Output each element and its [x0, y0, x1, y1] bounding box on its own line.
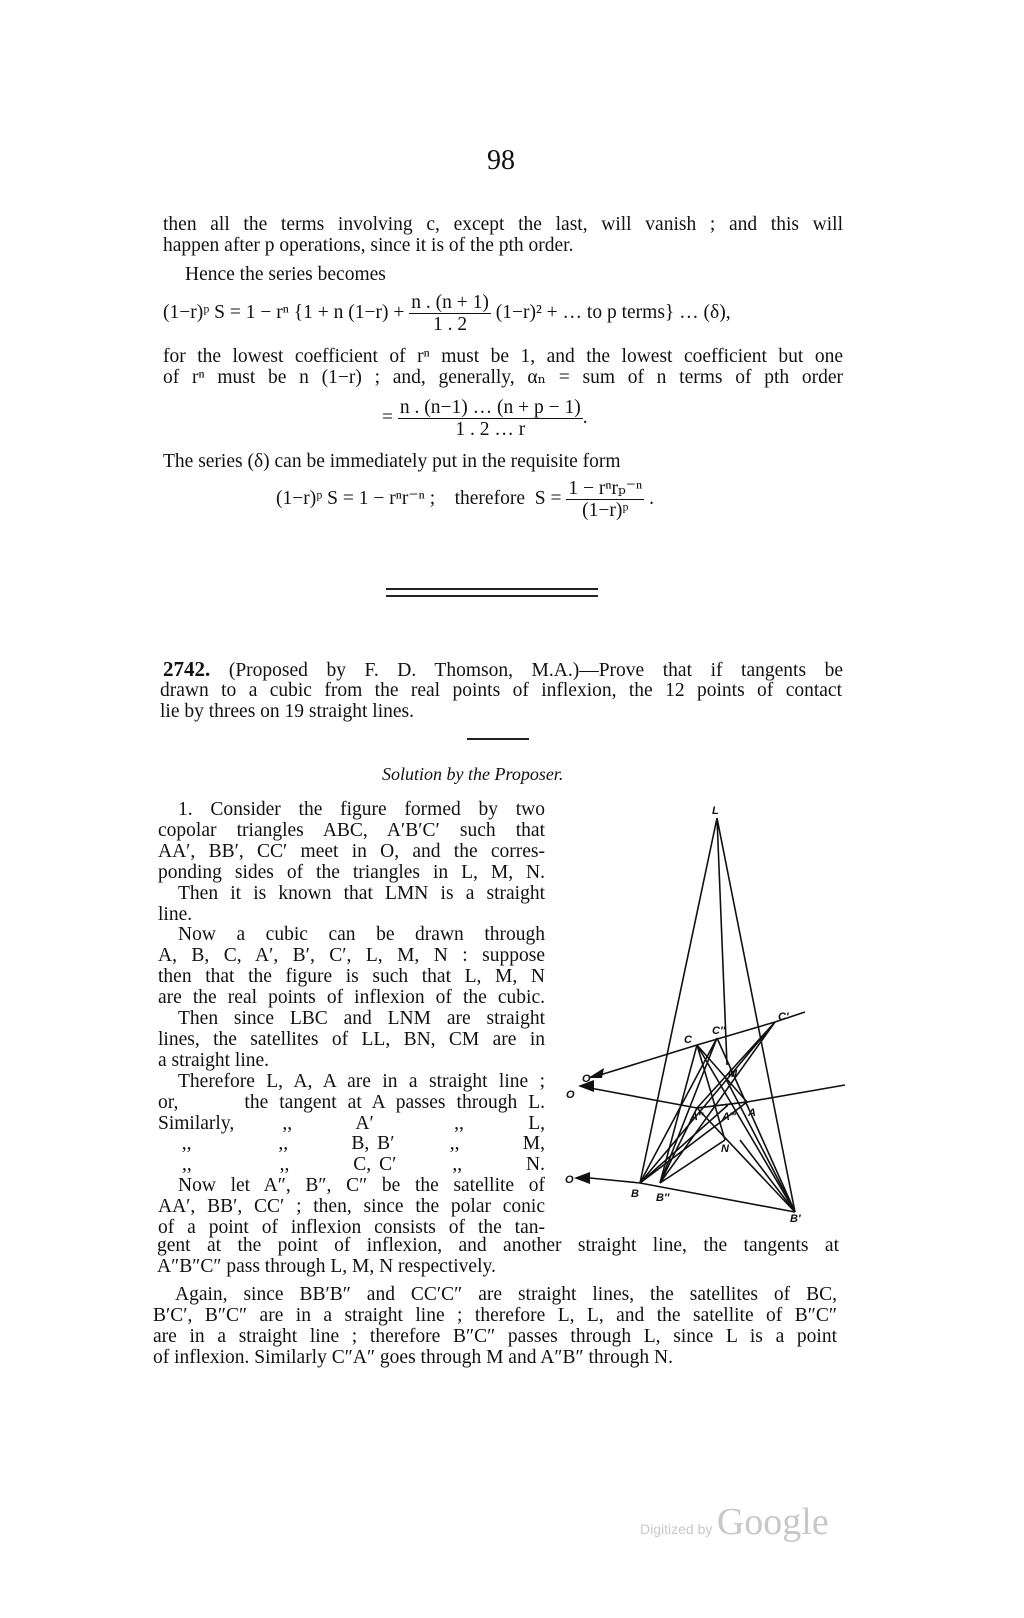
solution-line: Then since LBC and LNM are straight: [178, 1008, 545, 1029]
solution-line: line.: [158, 903, 193, 925]
figure-lines: [590, 818, 845, 1212]
label-C-prime: C′: [778, 1011, 789, 1023]
paragraph-line: B′C′, B″C″ are in a straight line ; therefore L, L, and the satellite of B″C″: [153, 1305, 837, 1326]
paragraph-line: are in a straight line ; therefore B″C″ passes through L, since L is a point: [153, 1326, 837, 1347]
equation-alpha: = $\frac{n . (n-1) \dots (n + p - 1)}{1 . 2 \dots r}$ .: [382, 397, 588, 440]
eq-numerator: n . (n + 1): [411, 292, 489, 313]
solution-line: copolar triangles ABC, A′B′C′ such that: [158, 819, 545, 841]
solution-line: are the real points of inflexion of the cubic.: [158, 987, 545, 1009]
eq-denominator: 1 . 2: [432, 314, 468, 335]
eq-rhs: (1−r)² + … to p terms} … (δ),: [490, 301, 731, 323]
watermark-prefix: Digitized by: [640, 1521, 713, 1537]
label-A-triple-prime: A‴: [722, 1111, 736, 1123]
page-number: 98: [487, 145, 515, 176]
solution-line: ponding sides of the triangles in L, M, N.: [158, 861, 545, 883]
label-N: N: [721, 1143, 729, 1155]
solution-line: AA′, BB′, CC′ ; then, since the polar conic: [158, 1196, 545, 1218]
solution-line: lines, the satellites of LL, BN, CM are in: [158, 1028, 545, 1050]
problem-text: (Proposed by F. D. Thomson, M.A.)—Prove that if tangents be: [228, 660, 844, 681]
eq-numerator: 1 − rⁿrₚ⁻ⁿ: [568, 478, 643, 499]
paragraph-line: happen after p operations, since it is of the pth order.: [163, 235, 574, 256]
problem-number: 2742.: [163, 657, 211, 681]
solution-line: 1. Consider the figure formed by two: [178, 799, 545, 820]
solution-line: or, the tangent at A passes through L.: [158, 1091, 545, 1113]
paragraph-line: of rⁿ must be n (1−r) ; and, generally, αₙ = sum of n terms of pth order: [163, 367, 843, 388]
label-A-double-prime: A″: [690, 1111, 704, 1123]
solution-line: ,, ,, C, C′ ,, N.: [158, 1154, 545, 1176]
label-A: A: [748, 1107, 756, 1119]
label-O: O: [582, 1073, 591, 1085]
paragraph-line: Again, since BB′B″ and CC′C″ are straight lines, the satellites of BC,: [175, 1284, 837, 1305]
problem-line: lie by threes on 19 straight lines.: [160, 701, 414, 722]
solution-line: A, B, C, A′, B′, C′, L, M, N : suppose: [158, 945, 545, 967]
label-B-double-prime: B″: [656, 1192, 670, 1204]
solution-heading: Solution by the Proposer.: [382, 764, 564, 784]
solution-line: of a point of inflexion consists of the tan-: [158, 1217, 545, 1238]
solution-line: AA′, BB′, CC′ meet in O, and the corres-: [158, 840, 545, 862]
paragraph-line: for the lowest coefficient of rⁿ must be 1, and the lowest coefficient but one: [163, 346, 843, 367]
solution-line: then that the figure is such that L, M, N: [158, 966, 545, 988]
eq-lhs: (1−r)ᵖ S = 1 − rⁿr⁻ⁿ ; therefore S =: [276, 487, 567, 509]
eq-denominator: 1 . 2 … r: [455, 419, 526, 440]
label-C: C: [684, 1034, 692, 1046]
paragraph-line: of inflexion. Similarly C″A″ goes through M and A″B″ through N.: [153, 1347, 673, 1368]
paragraph-line: A″B″C″ pass through L, M, N respectively.: [157, 1256, 496, 1277]
solution-line: Similarly, ,, A′ ,, L,: [158, 1112, 545, 1134]
label-B: B: [631, 1188, 639, 1200]
solution-line: Therefore L, A, A are in a straight line ;: [178, 1070, 545, 1092]
label-B-prime: B′: [790, 1213, 801, 1225]
equation-sum: (1−r)ᵖ S = 1 − rⁿr⁻ⁿ ; therefore S = $\frac{\text{1 − rⁿrₚ⁻ⁿ}}{\text{(1−r)ᵖ}}$ .: [276, 478, 654, 521]
figure-arrowheads: [574, 1068, 604, 1184]
eq-lhs: (1−r)ᵖ S = 1 − rⁿ {1 + n (1−r) +: [163, 301, 410, 323]
label-L: L: [712, 805, 719, 817]
solution-line: Now a cubic can be drawn through: [178, 924, 545, 946]
solution-line: ,, ,, B, B′ ,, M,: [158, 1133, 545, 1155]
label-O: O: [566, 1089, 575, 1101]
paragraph: The series (δ) can be immediately put in the requisite form: [163, 451, 621, 472]
problem-line: drawn to a cubic from the real points of inflexion, the 12 points of contact: [160, 680, 842, 701]
google-watermark: [640, 1500, 829, 1544]
label-O: O: [565, 1174, 574, 1186]
eq-denominator: (1−r)ᵖ: [582, 500, 629, 521]
solution-line: a straight line.: [158, 1049, 270, 1071]
eq-numerator: n . (n−1) … (n + p − 1): [399, 397, 581, 418]
solution-line: Now let A″, B″, C″ be the satellite of: [178, 1175, 545, 1197]
watermark-brand: Google: [716, 1501, 829, 1543]
paragraph-line: gent at the point of inflexion, and another straight line, the tangents at: [157, 1235, 839, 1256]
paragraph-line: then all the terms involving c, except the last, will vanish ; and this will: [163, 214, 843, 235]
paragraph: Hence the series becomes: [185, 264, 386, 285]
label-C-double-prime: C″: [712, 1025, 726, 1037]
solution-line: Then it is known that LMN is a straight: [178, 882, 545, 904]
label-M: M: [728, 1068, 738, 1080]
